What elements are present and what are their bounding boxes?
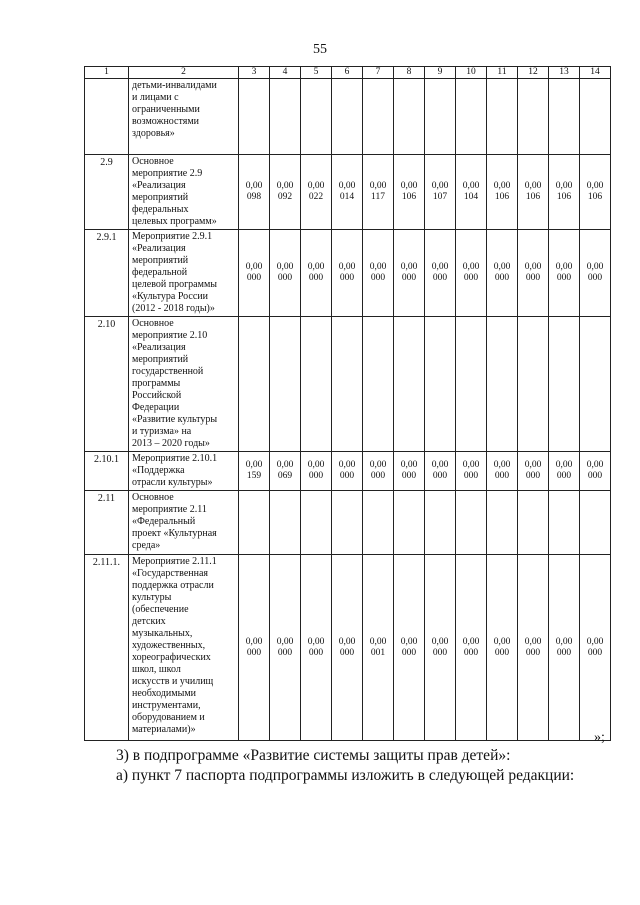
value-cell	[332, 79, 363, 155]
value-fraction-part: 000	[339, 471, 355, 481]
activity-name-cell	[129, 491, 239, 555]
value-cell	[301, 155, 332, 230]
value-fraction-part: 000	[463, 471, 479, 481]
activity-name-line: культуры	[132, 592, 172, 603]
row-number-cell: 2.11.1.	[85, 555, 129, 741]
value-cell	[549, 317, 580, 452]
table-row	[85, 555, 611, 741]
value-cell	[270, 79, 301, 155]
value-cell	[270, 452, 301, 491]
value-cell	[270, 491, 301, 555]
value-fraction-part: 000	[525, 647, 541, 658]
value-cell	[270, 555, 301, 741]
column-number-header: 12	[518, 67, 549, 79]
activity-name-line: программы	[132, 378, 181, 389]
value-integer-part: 0,00	[493, 181, 511, 191]
value-cell	[239, 491, 270, 555]
activity-name-line: отрасли культуры»	[132, 477, 213, 488]
activity-name-line: «Реализация	[132, 243, 186, 254]
row-number-cell: 2.10	[85, 317, 129, 452]
value-integer-part: 0,00	[586, 460, 604, 470]
activity-name-line: Федерации	[132, 402, 180, 413]
value-fraction-part: 000	[494, 647, 510, 658]
activity-name-line: среда»	[132, 540, 161, 551]
value-cell	[332, 230, 363, 317]
value-fraction-part: 106	[401, 192, 417, 202]
activity-name-line: здоровья»	[132, 128, 175, 139]
value-integer-part: 0,00	[307, 460, 325, 470]
closing-quote-mark: »;	[594, 730, 605, 745]
row-number-cell: 2.10.1	[85, 452, 129, 491]
value-cell	[487, 555, 518, 741]
activity-name-line: необходимыми	[132, 688, 196, 699]
value-cell	[456, 317, 487, 452]
value-cell	[363, 452, 394, 491]
value-fraction-part: 000	[556, 647, 572, 658]
value-cell	[332, 452, 363, 491]
value-cell	[270, 155, 301, 230]
value-fraction-part: 000	[463, 647, 479, 658]
value-integer-part: 0,00	[369, 636, 387, 647]
value-fraction-part: 117	[371, 192, 385, 202]
value-cell	[425, 317, 456, 452]
value-fraction-part: 107	[432, 192, 448, 202]
value-fraction-part: 000	[308, 471, 324, 481]
value-fraction-part: 000	[494, 471, 510, 481]
value-integer-part: 0,00	[524, 636, 542, 647]
value-cell	[301, 317, 332, 452]
column-number-header: 5	[301, 67, 332, 79]
value-integer-part: 0,00	[493, 636, 511, 647]
activity-name-line: хореографических	[132, 652, 211, 663]
value-fraction-part: 000	[370, 273, 386, 283]
value-fraction-part: 098	[246, 192, 262, 202]
value-cell	[456, 155, 487, 230]
activity-name-line: (2012 - 2018 годы)»	[132, 303, 215, 314]
activity-name-line: федеральной	[132, 267, 188, 278]
table-row	[85, 317, 611, 452]
value-cell	[518, 491, 549, 555]
value-cell	[239, 317, 270, 452]
program-table	[84, 66, 611, 741]
value-cell	[425, 79, 456, 155]
value-integer-part: 0,00	[555, 460, 573, 470]
value-fraction-part: 159	[246, 471, 262, 481]
value-integer-part: 0,00	[462, 181, 480, 191]
value-cell	[487, 230, 518, 317]
value-cell	[363, 317, 394, 452]
value-fraction-part: 000	[463, 273, 479, 283]
value-cell	[332, 155, 363, 230]
value-integer-part: 0,00	[524, 460, 542, 470]
activity-name-line: искусств и училищ	[132, 676, 214, 687]
activity-name-line: мероприятие 2.11	[132, 504, 207, 515]
table-row	[85, 452, 611, 491]
activity-name-line: мероприятий	[132, 192, 189, 203]
value-cell	[425, 555, 456, 741]
value-fraction-part: 000	[494, 273, 510, 283]
value-fraction-part: 000	[556, 471, 572, 481]
value-fraction-part: 000	[587, 273, 603, 283]
value-cell	[518, 452, 549, 491]
value-fraction-part: 000	[246, 647, 262, 658]
column-number-header: 2	[129, 67, 239, 79]
value-fraction-part: 092	[277, 192, 293, 202]
value-cell	[301, 79, 332, 155]
activity-name-line: Основное	[132, 492, 174, 503]
value-fraction-part: 000	[370, 471, 386, 481]
value-integer-part: 0,00	[431, 460, 449, 470]
activity-name-line: «Поддержка	[132, 465, 185, 476]
column-number-header: 3	[239, 67, 270, 79]
value-integer-part: 0,00	[555, 262, 573, 272]
value-cell	[580, 452, 611, 491]
value-integer-part: 0,00	[245, 636, 263, 647]
value-integer-part: 0,00	[586, 262, 604, 272]
column-number-header: 14	[580, 67, 611, 79]
value-integer-part: 0,00	[524, 181, 542, 191]
value-fraction-part: 000	[587, 471, 603, 481]
activity-name-line: (обеспечение	[132, 604, 189, 615]
value-fraction-part: 000	[277, 647, 293, 658]
value-integer-part: 0,00	[338, 460, 356, 470]
value-cell	[580, 79, 611, 155]
value-cell	[394, 79, 425, 155]
activity-name-line: Российской	[132, 390, 182, 401]
activity-name-line: Основное	[132, 318, 174, 329]
column-number-header: 11	[487, 67, 518, 79]
value-integer-part: 0,00	[462, 460, 480, 470]
value-integer-part: 0,00	[555, 636, 573, 647]
value-cell	[456, 555, 487, 741]
value-cell	[394, 491, 425, 555]
value-integer-part: 0,00	[586, 181, 604, 191]
activity-name-line: «Развитие культуры	[132, 414, 218, 425]
value-cell	[239, 230, 270, 317]
value-cell	[270, 317, 301, 452]
value-integer-part: 0,00	[307, 262, 325, 272]
value-integer-part: 0,00	[245, 460, 263, 470]
value-cell	[549, 155, 580, 230]
row-number-cell: 2.11	[85, 491, 129, 555]
value-cell	[487, 79, 518, 155]
value-cell	[487, 317, 518, 452]
value-cell	[363, 79, 394, 155]
column-number-header: 10	[456, 67, 487, 79]
activity-name-line: 2013 – 2020 годы»	[132, 438, 210, 449]
value-cell	[518, 317, 549, 452]
value-fraction-part: 000	[401, 273, 417, 283]
value-cell	[518, 79, 549, 155]
value-cell	[239, 155, 270, 230]
value-fraction-part: 106	[525, 192, 541, 202]
value-cell	[487, 491, 518, 555]
value-integer-part: 0,00	[431, 262, 449, 272]
activity-name-line: возможностями	[132, 116, 200, 127]
activity-name-line: «Культура России	[132, 291, 208, 302]
value-integer-part: 0,00	[307, 636, 325, 647]
activity-name-line: мероприятий	[132, 354, 189, 365]
value-integer-part: 0,00	[586, 636, 604, 647]
column-number-header: 4	[270, 67, 301, 79]
value-fraction-part: 000	[401, 471, 417, 481]
activity-name-line: Основное	[132, 156, 174, 167]
value-integer-part: 0,00	[369, 262, 387, 272]
value-cell	[394, 317, 425, 452]
value-integer-part: 0,00	[276, 181, 294, 191]
value-fraction-part: 000	[339, 273, 355, 283]
activity-name-line: Мероприятие 2.10.1	[132, 453, 218, 464]
value-fraction-part: 022	[308, 192, 324, 202]
column-number-header: 13	[549, 67, 580, 79]
activity-name-cell	[129, 79, 239, 155]
activity-name-line: школ, школ	[132, 664, 181, 675]
row-number-cell: 2.9.1	[85, 230, 129, 317]
value-cell	[456, 79, 487, 155]
value-cell	[239, 79, 270, 155]
value-integer-part: 0,00	[524, 262, 542, 272]
activity-name-line: государственной	[132, 366, 204, 377]
value-cell	[332, 491, 363, 555]
value-cell	[301, 491, 332, 555]
activity-name-line: детских	[132, 616, 166, 627]
value-fraction-part: 106	[494, 192, 510, 202]
row-number-cell	[85, 79, 129, 155]
value-cell	[518, 555, 549, 741]
value-cell	[332, 317, 363, 452]
activity-name-line: целевой программы	[132, 279, 217, 290]
value-integer-part: 0,00	[338, 636, 356, 647]
activity-name-line: проект «Культурная	[132, 528, 217, 539]
value-integer-part: 0,00	[400, 460, 418, 470]
value-cell	[301, 555, 332, 741]
activity-name-line: и туризма» на	[132, 426, 192, 437]
value-cell	[580, 317, 611, 452]
value-cell	[394, 230, 425, 317]
value-integer-part: 0,00	[555, 181, 573, 191]
value-integer-part: 0,00	[462, 262, 480, 272]
value-fraction-part: 000	[401, 647, 417, 658]
activity-name-cell	[129, 452, 239, 491]
value-cell	[549, 491, 580, 555]
value-fraction-part: 000	[339, 647, 355, 658]
value-integer-part: 0,00	[493, 460, 511, 470]
value-fraction-part: 000	[432, 647, 448, 658]
activity-name-line: оборудованием и	[132, 712, 205, 723]
activity-name-cell	[129, 230, 239, 317]
value-cell	[394, 452, 425, 491]
value-cell	[425, 230, 456, 317]
table-row	[85, 230, 611, 317]
value-cell	[394, 555, 425, 741]
value-integer-part: 0,00	[369, 460, 387, 470]
value-cell	[425, 491, 456, 555]
value-fraction-part: 104	[463, 192, 479, 202]
value-fraction-part: 014	[339, 192, 355, 202]
activity-name-line: «Реализация	[132, 342, 186, 353]
value-integer-part: 0,00	[276, 262, 294, 272]
value-cell	[549, 555, 580, 741]
value-integer-part: 0,00	[400, 262, 418, 272]
value-fraction-part: 000	[277, 273, 293, 283]
value-integer-part: 0,00	[431, 636, 449, 647]
value-cell	[363, 155, 394, 230]
value-fraction-part: 000	[525, 273, 541, 283]
value-integer-part: 0,00	[400, 181, 418, 191]
table-row	[85, 155, 611, 230]
value-integer-part: 0,00	[431, 181, 449, 191]
value-cell	[239, 555, 270, 741]
activity-name-line: мероприятий	[132, 255, 189, 266]
value-cell	[456, 230, 487, 317]
value-cell	[549, 79, 580, 155]
value-fraction-part: 000	[525, 471, 541, 481]
value-fraction-part: 106	[587, 192, 603, 202]
activity-name-line: «Реализация	[132, 180, 186, 191]
value-cell	[518, 230, 549, 317]
value-cell	[580, 555, 611, 741]
value-cell	[549, 452, 580, 491]
value-cell	[425, 155, 456, 230]
activity-name-line: мероприятие 2.10	[132, 330, 208, 341]
value-cell	[239, 452, 270, 491]
value-cell	[301, 230, 332, 317]
value-integer-part: 0,00	[400, 636, 418, 647]
row-number-cell: 2.9	[85, 155, 129, 230]
value-integer-part: 0,00	[245, 262, 263, 272]
activity-name-cell	[129, 555, 239, 741]
activity-name-line: материалами)»	[132, 724, 196, 735]
column-number-header: 8	[394, 67, 425, 79]
value-integer-part: 0,00	[493, 262, 511, 272]
table-row	[85, 79, 611, 155]
value-cell	[363, 555, 394, 741]
activity-name-line: ограниченными	[132, 104, 200, 115]
value-cell	[580, 491, 611, 555]
activity-name-line: инструментами,	[132, 700, 201, 711]
value-integer-part: 0,00	[276, 636, 294, 647]
value-fraction-part: 069	[277, 471, 293, 481]
value-cell	[549, 230, 580, 317]
activity-name-cell	[129, 317, 239, 452]
value-integer-part: 0,00	[338, 262, 356, 272]
value-fraction-part: 106	[556, 192, 572, 202]
value-integer-part: 0,00	[245, 181, 263, 191]
activity-name-line: «Государственная	[132, 568, 209, 579]
value-cell	[456, 452, 487, 491]
value-cell	[518, 155, 549, 230]
value-fraction-part: 000	[432, 471, 448, 481]
value-fraction-part: 000	[556, 273, 572, 283]
activity-name-line: Мероприятие 2.9.1	[132, 231, 213, 242]
value-integer-part: 0,00	[462, 636, 480, 647]
value-cell	[456, 491, 487, 555]
value-fraction-part: 000	[308, 647, 324, 658]
value-cell	[580, 230, 611, 317]
value-integer-part: 0,00	[307, 181, 325, 191]
value-integer-part: 0,00	[276, 460, 294, 470]
value-fraction-part: 000	[246, 273, 262, 283]
activity-name-cell	[129, 155, 239, 230]
value-fraction-part: 000	[587, 647, 603, 658]
value-integer-part: 0,00	[338, 181, 356, 191]
table-header-row	[85, 67, 611, 79]
value-integer-part: 0,00	[369, 181, 387, 191]
value-cell	[487, 452, 518, 491]
activity-name-line: мероприятие 2.9	[132, 168, 203, 179]
value-cell	[301, 452, 332, 491]
activity-name-line: поддержка отрасли	[132, 580, 214, 591]
value-cell	[425, 452, 456, 491]
value-fraction-part: 000	[308, 273, 324, 283]
value-cell	[580, 155, 611, 230]
activity-name-line: художественных,	[132, 640, 206, 651]
value-cell	[394, 155, 425, 230]
value-cell	[332, 555, 363, 741]
activity-name-line: федеральных	[132, 204, 189, 215]
page-number: 55	[313, 42, 327, 57]
paragraph-item-7: а) пункт 7 паспорта подпрограммы изложить в следующей редакции:	[116, 767, 575, 784]
value-cell	[363, 491, 394, 555]
activity-name-line: музыкальных,	[132, 628, 193, 639]
column-number-header: 9	[425, 67, 456, 79]
activity-name-line: и лицами с	[132, 92, 179, 103]
activity-name-line: целевых программ»	[132, 216, 217, 227]
activity-name-line: Мероприятие 2.11.1	[132, 556, 217, 567]
column-number-header: 1	[85, 67, 129, 79]
column-number-header: 6	[332, 67, 363, 79]
value-cell	[363, 230, 394, 317]
value-cell	[487, 155, 518, 230]
column-number-header: 7	[363, 67, 394, 79]
table-row	[85, 491, 611, 555]
activity-name-line: детьми-инвалидами	[132, 80, 217, 91]
value-fraction-part: 001	[370, 647, 386, 658]
paragraph-subprogram: 3) в подпрограмме «Развитие системы защиты прав детей»:	[116, 747, 511, 764]
value-cell	[270, 230, 301, 317]
activity-name-line: «Федеральный	[132, 516, 196, 527]
value-fraction-part: 000	[432, 273, 448, 283]
